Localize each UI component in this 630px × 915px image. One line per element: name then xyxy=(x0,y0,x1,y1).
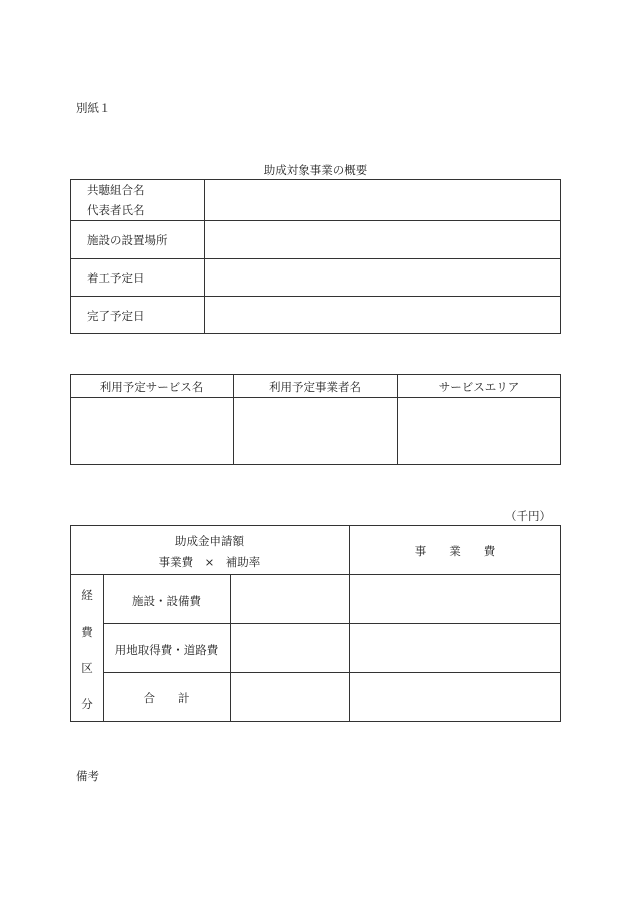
service-header-name: 利用予定サービス名 xyxy=(99,380,204,394)
overview-row-line xyxy=(70,258,561,259)
budget-category-char: 経 xyxy=(81,588,93,602)
overview-row-line xyxy=(70,220,561,221)
overview-label-location: 施設の設置場所 xyxy=(87,233,168,247)
remarks-label: 備考 xyxy=(76,769,99,783)
budget-row-land-road: 用地取得費・道路費 xyxy=(114,643,219,657)
budget-header-line xyxy=(70,574,561,575)
budget-row-total: 合 計 xyxy=(143,691,190,705)
overview-label-end-date: 完了予定日 xyxy=(87,309,145,323)
overview-label-union-name: 共聴組合名 xyxy=(87,183,145,197)
service-header-area: サービスエリア xyxy=(438,380,520,394)
service-header-provider: 利用予定事業者名 xyxy=(269,380,361,394)
budget-category-char: 分 xyxy=(81,697,93,711)
budget-header-applied-amount: 助成金申請額 xyxy=(175,534,244,548)
overview-divider xyxy=(204,179,205,334)
budget-header-project-cost: 事 業 費 xyxy=(414,544,496,558)
overview-title: 助成対象事業の概要 xyxy=(263,163,368,177)
budget-unit: （千円） xyxy=(505,509,551,523)
budget-category-char: 費 xyxy=(81,625,93,639)
budget-row-facility: 施設・設備費 xyxy=(132,594,201,608)
attachment-label: 別紙１ xyxy=(76,101,111,115)
overview-label-representative: 代表者氏名 xyxy=(87,203,145,217)
overview-label-start-date: 着工予定日 xyxy=(87,271,145,285)
budget-row-line xyxy=(103,672,561,673)
service-header-line xyxy=(70,397,561,398)
budget-category-char: 区 xyxy=(81,661,93,675)
budget-divider-label xyxy=(230,574,231,722)
budget-row-line xyxy=(103,623,561,624)
overview-row-line xyxy=(70,296,561,297)
budget-header-formula: 事業費 × 補助率 xyxy=(158,555,261,569)
